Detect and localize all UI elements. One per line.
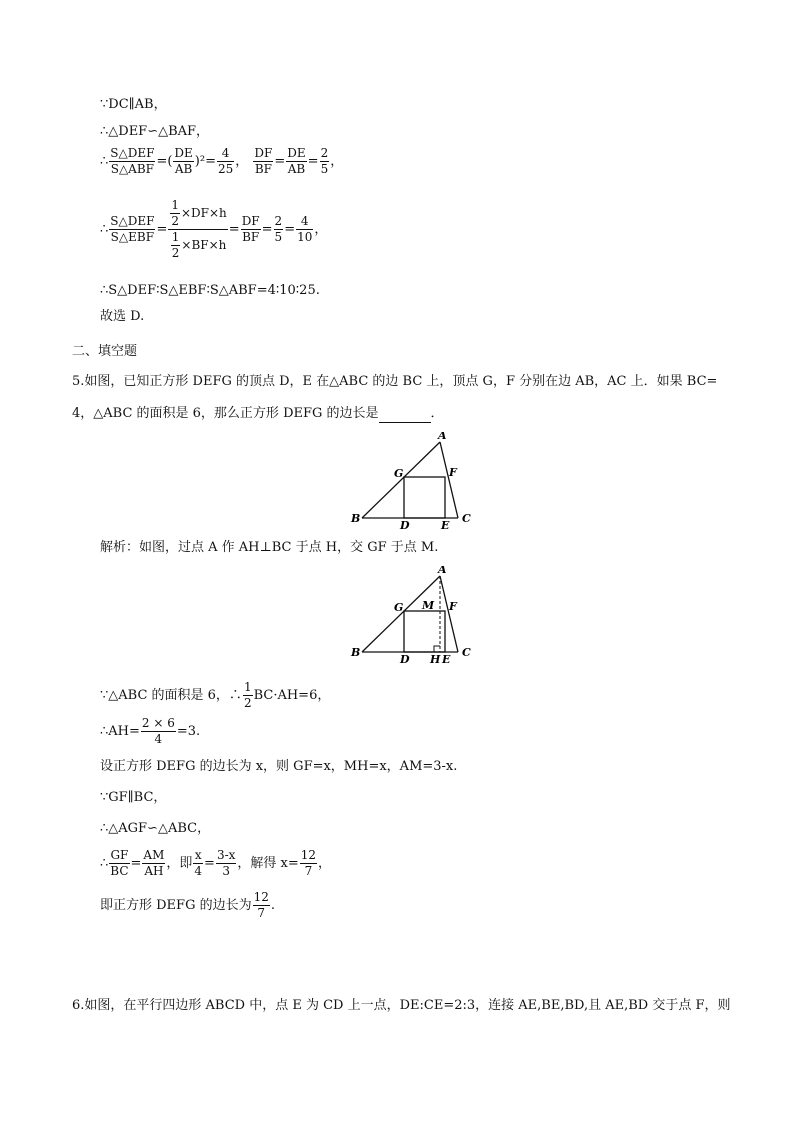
- label-G: G: [394, 467, 404, 480]
- label-C: C: [462, 646, 471, 659]
- label-F: F: [449, 466, 457, 479]
- q5-step5: ∴△AGF∽△ABC，: [100, 821, 211, 836]
- therefore-symbol: ∴: [100, 154, 109, 169]
- label-F: F: [449, 600, 457, 613]
- q6-text: 6.如图，在平行四边形 ABCD 中，点 E 为 CD 上一点，DE:CE=2:3，连接 AE,BE,BD,且 AE,BD 交于点 F，则: [72, 998, 731, 1013]
- q5-figure-1: [348, 432, 488, 532]
- fraction: $\frac{4}{10}$: [297, 214, 313, 244]
- q5-step3: 设正方形 DEFG 的边长为 x，则 GF=x，MH=x，AM=3-x.: [100, 759, 458, 774]
- q5-figure-2: [348, 566, 488, 666]
- compound-fraction: $\frac{1}{2}$ ×DF×h $\frac{1}{2}$ ×BF×h: [168, 198, 227, 261]
- fraction: $\frac{DF}{BF}$: [241, 214, 260, 244]
- q5-answer: 即正方形 DEFG 的边长为 $\frac{12}{7}$ .: [100, 890, 276, 920]
- sol4-line2: ∴△DEF∽△BAF，: [100, 124, 210, 139]
- label-D: D: [400, 653, 410, 666]
- fraction: S△DEF S△EBF: [110, 214, 155, 244]
- label-C: C: [462, 512, 471, 525]
- fraction: $\frac{12}{7}$: [300, 848, 317, 878]
- fraction: $\frac{12}{7}$: [253, 890, 269, 920]
- label-G: G: [394, 601, 404, 614]
- fraction: $\frac{GF}{BC}$: [110, 848, 129, 878]
- fraction: $\frac{3-x}{3}$: [216, 848, 236, 878]
- q5-step2: ∴AH= $\frac{2 \times 6}{4}$ =3.: [100, 716, 201, 746]
- q5-step1: ∵△ABC 的面积是 6，∴ $\frac{1}{2}$ BC·AH=6，: [100, 680, 331, 710]
- label-B: B: [351, 646, 361, 659]
- q5-text-line2: 4，△ABC 的面积是 6，那么正方形 DEFG 的边长是 ．: [72, 406, 444, 421]
- sol4-line5: ∴S△DEF∶S△EBF∶S△ABF=4∶10∶25.: [100, 283, 320, 298]
- q5-text-line1: 5.如图，已知正方形 DEFG 的顶点 D，E 在△ABC 的边 BC 上，顶点 G，F 分别在边 AB，AC 上．如果 BC=: [72, 374, 718, 389]
- fraction: $\frac{x}{4}$: [194, 848, 203, 878]
- fraction: S△DEF S△ABF: [110, 146, 155, 176]
- section-title: 二、填空题: [72, 344, 138, 359]
- fraction: $\frac{DE}{AB}$: [174, 146, 193, 176]
- q5-analysis: 解析：如图，过点 A 作 AH⊥BC 于点 H，交 GF 于点 M.: [100, 540, 439, 555]
- label-A: A: [438, 566, 447, 576]
- fraction: $\frac{4}{25}$: [217, 146, 234, 176]
- sol4-line3: ∴ S△DEF S△ABF =( $\frac{DE}{AB}$ )²= $\frac{4}{25}$ ， $\frac{DF}{BF}$ = $\frac{DE}{AB}$ = $\frac{2}{5}$ ，: [100, 146, 344, 176]
- q5-step6: ∴ $\frac{GF}{BC}$ = $\frac{AM}{AH}$ ，即 $\frac{x}{4}$ = $\frac{3-x}{3}$ ，解得 x= $\frac{12}{7}$ ，: [100, 848, 332, 878]
- answer-blank: [379, 408, 431, 423]
- sol4-conclusion: 故选 D.: [100, 309, 145, 324]
- label-D: D: [400, 519, 410, 532]
- label-E: E: [441, 519, 450, 532]
- fraction: $\frac{DE}{AB}$: [287, 146, 306, 176]
- fraction: $\frac{AM}{AH}$: [143, 848, 165, 878]
- label-M: M: [422, 599, 435, 612]
- label-A: A: [438, 432, 447, 442]
- fraction: $\frac{2}{5}$: [274, 214, 283, 244]
- label-H: H: [430, 653, 441, 666]
- q5-step4: ∵GF∥BC，: [100, 790, 167, 805]
- sol4-line1: ∵DC∥AB，: [100, 97, 167, 112]
- fraction: $\frac{2 \times 6}{4}$: [141, 716, 175, 746]
- sol4-line4: ∴ S△DEF S△EBF = $\frac{1}{2}$ ×DF×h $\frac{1}{2}$ ×BF×h = $\frac{DF}{BF}$ = $\frac{2}{5}$ = $\frac{4}{10}$ ，: [100, 198, 328, 260]
- label-E: E: [442, 653, 451, 666]
- fraction: $\frac{2}{5}$: [320, 146, 329, 176]
- label-B: B: [351, 512, 361, 525]
- fraction: $\frac{DF}{BF}$: [254, 146, 273, 176]
- fraction: $\frac{1}{2}$: [243, 680, 252, 710]
